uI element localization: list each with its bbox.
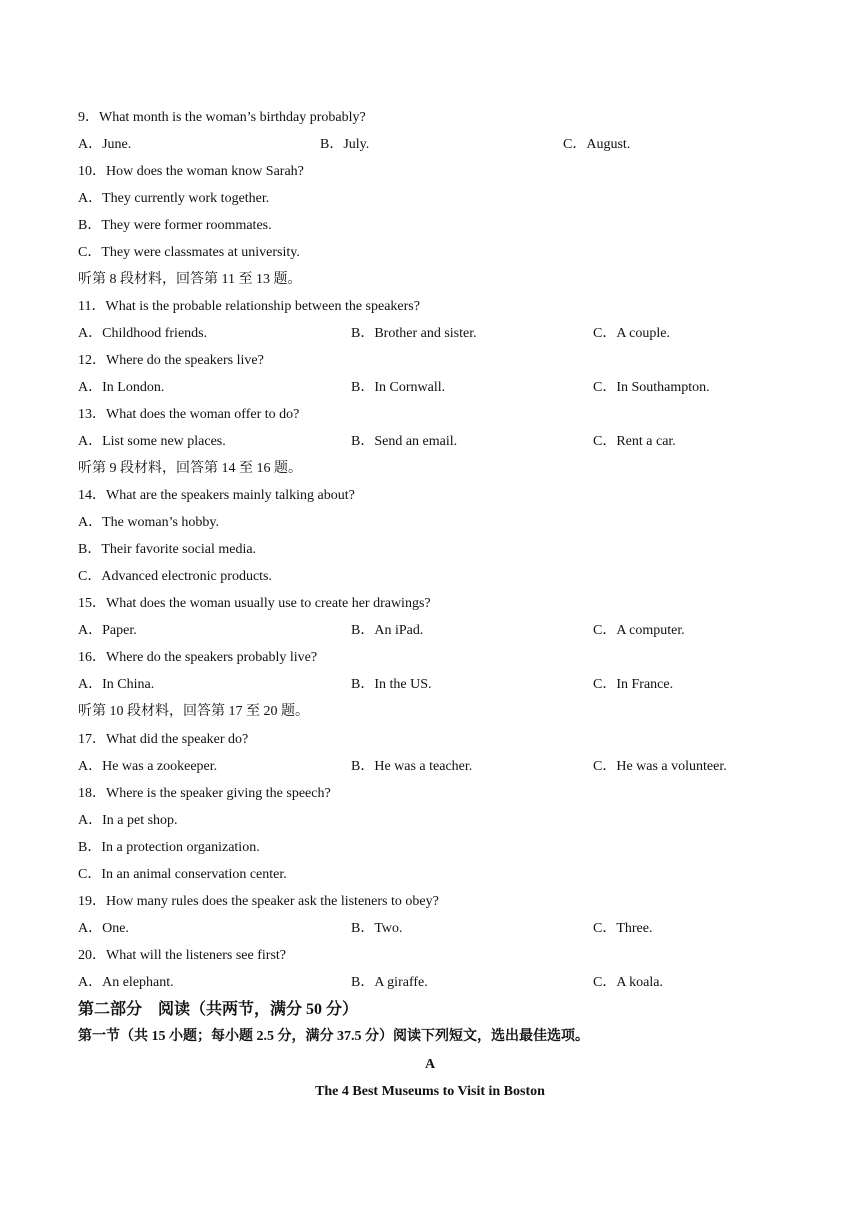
option-a: A．Paper. <box>78 623 137 638</box>
option-a: A．June. <box>78 137 132 152</box>
option-c: C．August. <box>563 137 631 152</box>
question-10: 10．How does the woman know Sarah? <box>78 164 304 179</box>
section-one-instruction: 第一节（共 15 小题；每小题 2.5 分，满分 37.5 分）阅读下列短文，选出最佳选项。 <box>78 1029 589 1044</box>
section-instruction: 听第 9 段材料，回答第 14 至 16 题。 <box>78 461 302 476</box>
option-c: C．They were classmates at university. <box>78 245 300 260</box>
question-18: 18．Where is the speaker giving the speech? <box>78 786 331 801</box>
option-b: B．Brother and sister. <box>351 326 477 341</box>
option-b: B．They were former roommates. <box>78 218 272 233</box>
option-b: B．In a protection organization. <box>78 840 260 855</box>
option-b: B．In the US. <box>351 677 432 692</box>
option-c: C．Three. <box>593 921 653 936</box>
section-instruction: 听第 8 段材料，回答第 11 至 13 题。 <box>78 272 302 287</box>
option-c: C．A couple. <box>593 326 670 341</box>
option-a: A．List some new places. <box>78 434 226 449</box>
option-a: A．In a pet shop. <box>78 813 178 828</box>
option-a: A．One. <box>78 921 129 936</box>
option-c: C．A computer. <box>593 623 685 638</box>
question-16: 16．Where do the speakers probably live? <box>78 650 318 665</box>
question-19: 19．How many rules does the speaker ask the listeners to obey? <box>78 894 439 909</box>
section-instruction: 听第 10 段材料，回答第 17 至 20 题。 <box>78 704 309 719</box>
question-11: 11．What is the probable relationship between the speakers? <box>78 299 420 314</box>
question-13: 13．What does the woman offer to do? <box>78 407 300 422</box>
option-b: B．He was a teacher. <box>351 759 473 774</box>
option-a: A．He was a zookeeper. <box>78 759 218 774</box>
question-17: 17．What did the speaker do? <box>78 732 249 747</box>
passage-letter: A <box>424 1057 436 1072</box>
question-20: 20．What will the listeners see first? <box>78 948 286 963</box>
option-c: C．Advanced electronic products. <box>78 569 272 584</box>
option-a: A．They currently work together. <box>78 191 270 206</box>
option-c: C．In France. <box>593 677 674 692</box>
option-a: A．In London. <box>78 380 165 395</box>
question-15: 15．What does the woman usually use to create her drawings? <box>78 596 431 611</box>
option-b: B．In Cornwall. <box>351 380 446 395</box>
question-9: 9．What month is the woman’s birthday probably? <box>78 110 366 125</box>
option-c: C．In Southampton. <box>593 380 710 395</box>
option-b: B．An iPad. <box>351 623 424 638</box>
question-14: 14．What are the speakers mainly talking about? <box>78 488 355 503</box>
option-a: A．Childhood friends. <box>78 326 208 341</box>
option-b: B．Their favorite social media. <box>78 542 257 557</box>
passage-title: The 4 Best Museums to Visit in Boston <box>315 1084 545 1099</box>
option-b: B．Send an email. <box>351 434 458 449</box>
option-c: C．He was a volunteer. <box>593 759 727 774</box>
option-b: B．Two. <box>351 921 403 936</box>
option-c: C．A koala. <box>593 975 663 990</box>
option-c: C．In an animal conservation center. <box>78 867 287 882</box>
question-12: 12．Where do the speakers live? <box>78 353 264 368</box>
option-a: A．An elephant. <box>78 975 174 990</box>
part-two-heading: 第二部分 阅读（共两节，满分 50 分） <box>78 1001 359 1018</box>
option-c: C．Rent a car. <box>593 434 676 449</box>
option-b: B．A giraffe. <box>351 975 428 990</box>
option-a: A．In China. <box>78 677 155 692</box>
option-b: B．July. <box>320 137 370 152</box>
option-a: A．The woman’s hobby. <box>78 515 220 530</box>
